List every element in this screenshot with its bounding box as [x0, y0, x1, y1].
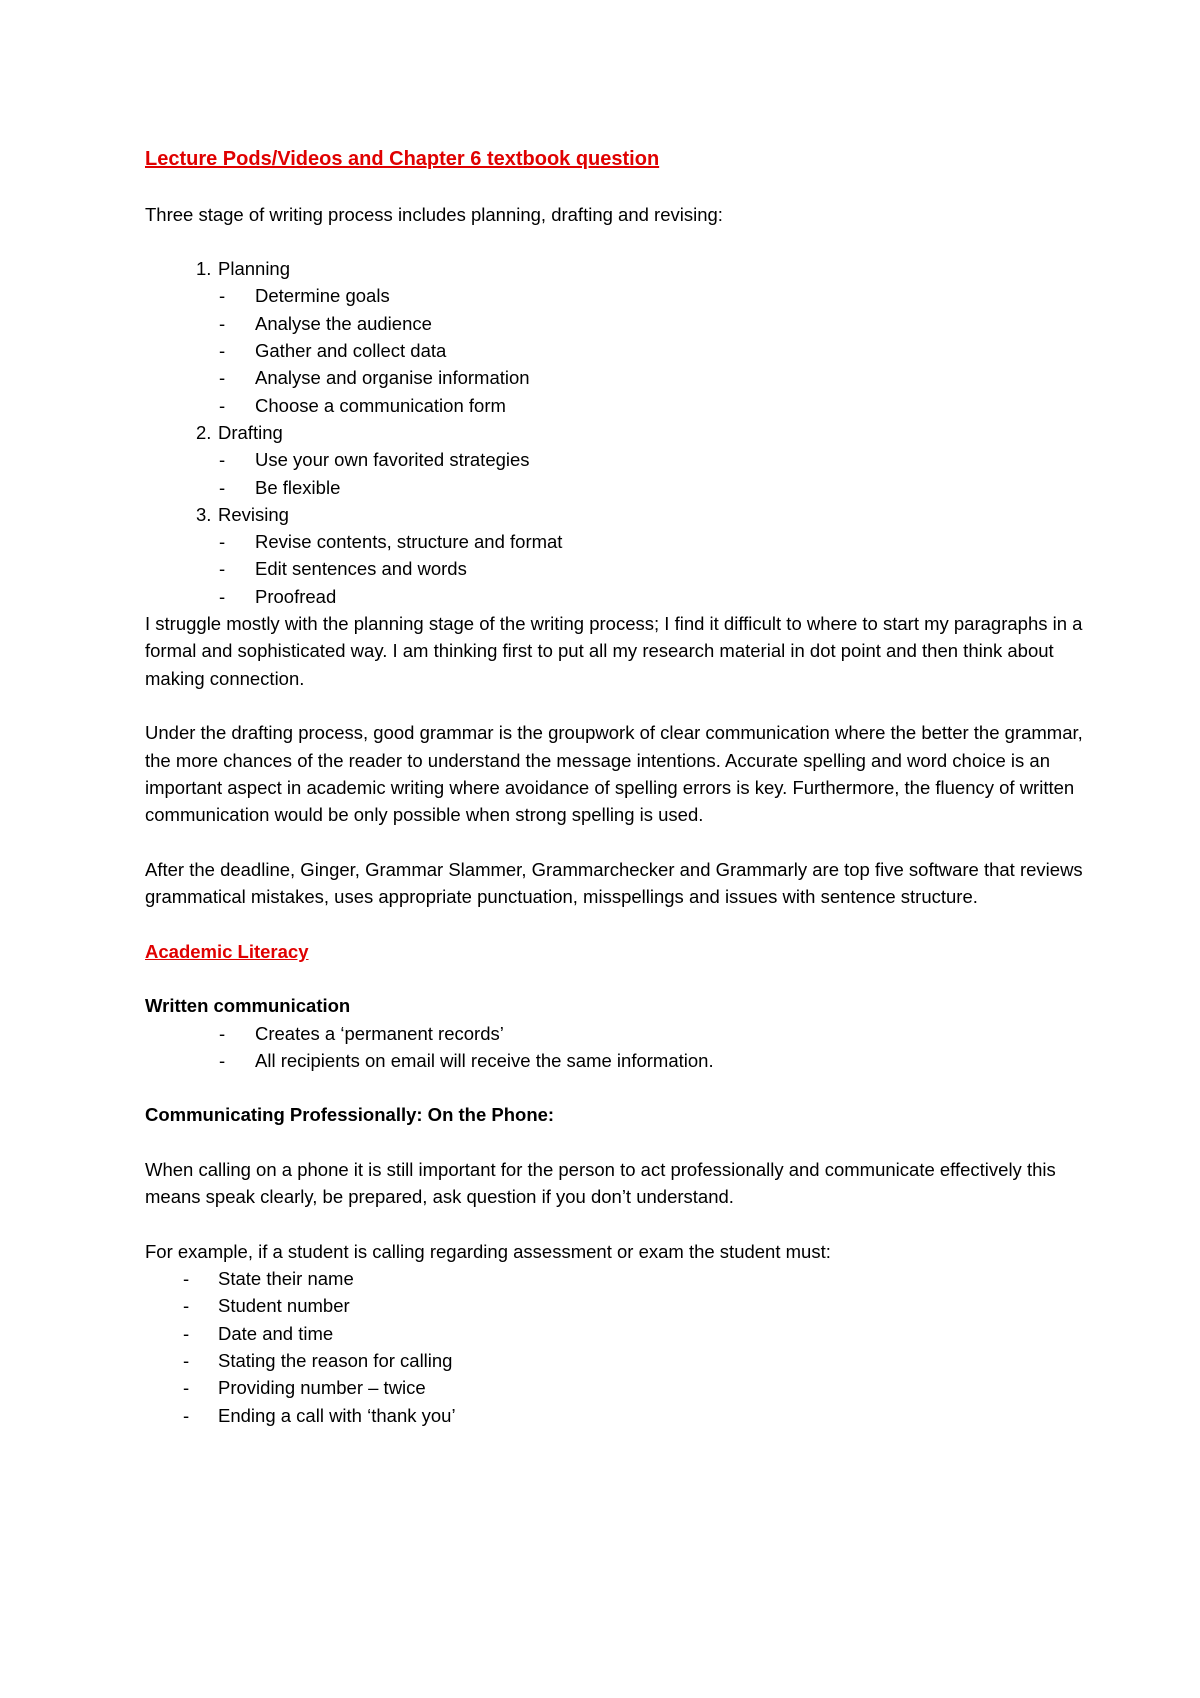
paragraph-software: After the deadline, Ginger, Grammar Slammer, Grammarchecker and Grammarly are top five software that reviews grammatical mistakes, uses appropriate punctuation, misspellings and issues with sentence structure.	[145, 858, 1083, 908]
stage-number: 2.	[196, 421, 212, 443]
stage-number: 3.	[196, 503, 212, 525]
example-list	[145, 1265, 1085, 1429]
list-item: - Creates a ‘permanent records’	[219, 1022, 504, 1044]
stage-item	[145, 501, 1085, 610]
stage-sublist	[145, 528, 1085, 610]
list-item: - Providing number – twice	[183, 1377, 426, 1399]
list-item: - Be flexible	[219, 476, 341, 498]
intro-text: Three stage of writing process includes planning, drafting and revising:	[145, 203, 723, 225]
stage-label: Planning	[218, 258, 291, 280]
stage-number: 1.	[196, 258, 212, 280]
stage-label: Drafting	[218, 421, 283, 443]
stage-sublist	[145, 446, 1085, 501]
stage-sublist	[145, 282, 1085, 418]
academic-literacy-heading: Academic Literacy	[145, 940, 309, 962]
list-item: - Revise contents, structure and format	[219, 531, 563, 553]
list-item: - Determine goals	[219, 285, 390, 307]
stage-label: Revising	[218, 503, 289, 525]
list-item: - Date and time	[183, 1322, 334, 1344]
paragraph-drafting: Under the drafting process, good grammar is the groupwork of clear communication where the better the grammar, the more chances of the reader to understand the message intentions. Accurate spelling and word choice is an important aspect in academic writing where avoidance of spelling errors is key. Furthermore, the fluency of written communication would be only possible when strong spelling is used.	[145, 722, 1083, 826]
written-communication-list	[145, 1020, 1085, 1075]
list-item: - Edit sentences and words	[219, 558, 467, 580]
written-communication-heading: Written communication	[145, 995, 351, 1017]
list-item: - Proofread	[219, 585, 337, 607]
example-intro: For example, if a student is calling regarding assessment or exam the student must:	[145, 1240, 831, 1262]
list-item: - Analyse and organise information	[219, 367, 530, 389]
phone-heading: Communicating Professionally: On the Phone:	[145, 1104, 555, 1126]
list-item: - Analyse the audience	[219, 312, 432, 334]
phone-paragraph: When calling on a phone it is still important for the person to act professionally and communicate effectively this means speak clearly, be prepared, ask question if you don’t understand.	[145, 1158, 1056, 1208]
page-title: Lecture Pods/Videos and Chapter 6 textbook question	[145, 148, 660, 170]
stage-item	[145, 419, 1085, 501]
list-item: - Stating the reason for calling	[183, 1350, 453, 1372]
list-item: - Ending a call with ‘thank you’	[183, 1404, 456, 1426]
list-item: - All recipients on email will receive the same information.	[219, 1049, 714, 1071]
list-item: - State their name	[183, 1268, 354, 1290]
list-item: - Use your own favorited strategies	[219, 449, 530, 471]
list-item: - Student number	[183, 1295, 350, 1317]
document-body	[145, 146, 1085, 1429]
stage-item	[145, 255, 1085, 419]
list-item: - Choose a communication form	[219, 394, 506, 416]
list-item: - Gather and collect data	[219, 340, 447, 362]
paragraph-planning: I struggle mostly with the planning stage of the writing process; I find it difficult to where to start my paragraphs in a formal and sophisticated way. I am thinking first to put all my research material in dot point and then think about making connection.	[145, 613, 1083, 689]
writing-stages-list	[145, 255, 1085, 610]
